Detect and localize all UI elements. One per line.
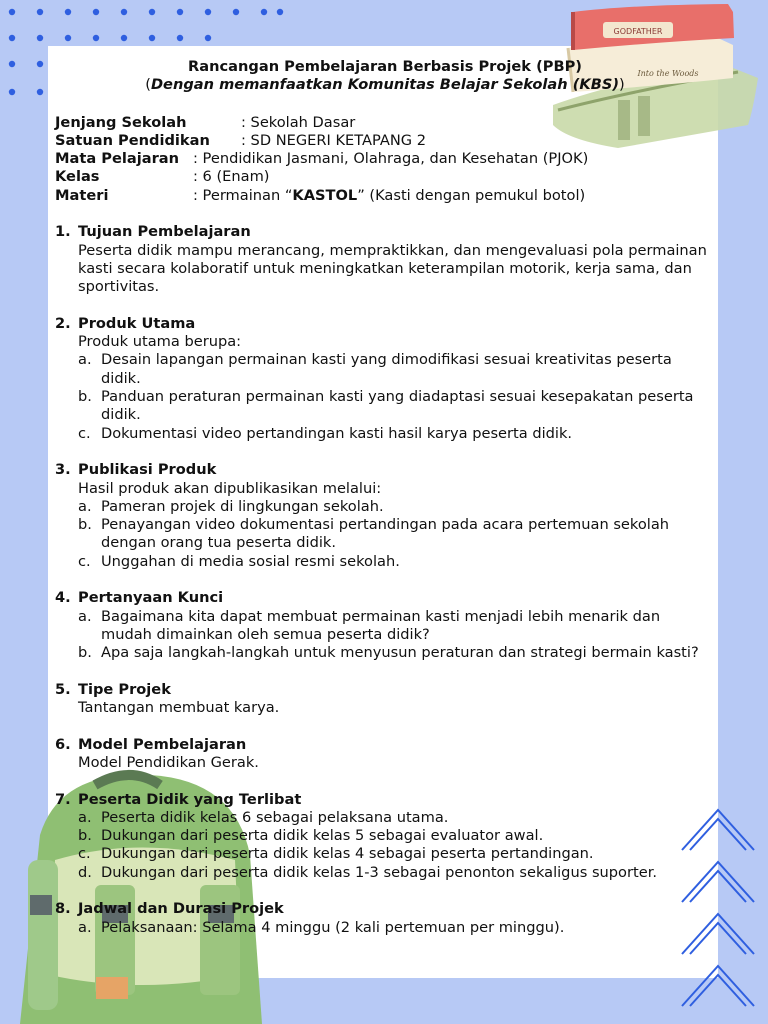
dot: [9, 89, 15, 95]
section-3: [55, 461, 715, 571]
section-7: [55, 791, 715, 882]
document-title: [55, 58, 715, 76]
meta-row-satuan: Satuan Pendidikan : SD NEGERI KETAPANG 2: [55, 131, 427, 149]
section-4: [55, 589, 715, 662]
dot: [233, 9, 239, 15]
dot: [9, 35, 15, 41]
list-item: b. Panduan peraturan permainan kasti yang diadaptasi sesuai kesepakatan peserta didik.: [78, 388, 694, 424]
dot: [261, 9, 267, 15]
title-line-1: Rancangan Pembelajaran Berbasis Projek (PBP): [188, 58, 582, 75]
section-text: Produk utama berupa:: [78, 333, 242, 351]
meta-row-materi: Materi : Permainan “KASTOL” (Kasti dengan pemukul botol): [55, 186, 586, 204]
list-item: c. Dukungan dari peserta didik kelas 4 sebagai peserta pertandingan.: [78, 845, 594, 863]
dot: [93, 35, 99, 41]
section-heading: 2. Produk Utama: [55, 314, 196, 332]
list-item: b. Penayangan video dokumentasi pertandingan pada acara pertemuan sekolah dengan orang tua peserta didik.: [78, 516, 670, 552]
book-spine-label-2: Into the Woods: [637, 69, 699, 78]
section-body: [55, 754, 715, 772]
dot: [177, 9, 183, 15]
document-content: [55, 58, 715, 937]
section-body: [55, 608, 715, 663]
list-item: a. Pameran projek di lingkungan sekolah.: [78, 497, 384, 515]
section-6: [55, 736, 715, 773]
section-heading: 3. Publikasi Produk: [55, 461, 217, 479]
section-body: [55, 919, 715, 937]
section-heading: 6. Model Pembelajaran: [55, 735, 247, 753]
section-8: [55, 900, 715, 937]
meta-row-mapel: Mata Pelajaran : Pendidikan Jasmani, Olahraga, dan Kesehatan (PJOK): [55, 150, 589, 168]
dot: [65, 35, 71, 41]
section-body: [55, 333, 715, 443]
section-2: [55, 315, 715, 443]
meta-row-kelas: Kelas : 6 (Enam): [55, 168, 270, 186]
dot: [37, 61, 43, 67]
dot: [37, 35, 43, 41]
list-item: a. Bagaimana kita dapat membuat permainan kasti menjadi lebih menarik dan mudah dimainkan oleh semua peserta didik?: [78, 607, 661, 643]
dot: [9, 61, 15, 67]
section-body: [55, 242, 715, 297]
section-text: Peserta didik mampu merancang, mempraktikkan, dan mengevaluasi pola permainan kasti secara kolaboratif untuk meningkatkan keterampilan motorik, kerja sama, dan sportivitas.: [78, 241, 707, 296]
section-text: Tantangan membuat karya.: [78, 699, 280, 717]
dot: [37, 9, 43, 15]
list-item: a. Desain lapangan permainan kasti yang dimodifikasi sesuai kreativitas peserta didik.: [78, 351, 672, 387]
subtitle-emphasis: Dengan memanfaatkan Komunitas Belajar Sekolah (KBS): [150, 76, 620, 94]
meta-row-jenjang: Jenjang Sekolah : Sekolah Dasar: [55, 113, 356, 131]
dot: [93, 9, 99, 15]
section-heading: 1. Tujuan Pembelajaran: [55, 223, 251, 241]
dot: [37, 89, 43, 95]
section-heading: 4. Pertanyaan Kunci: [55, 589, 224, 607]
dot: [121, 35, 127, 41]
section-text: Model Pendidikan Gerak.: [78, 753, 259, 771]
materi-bold: KASTOL: [292, 186, 358, 204]
dot: [9, 9, 15, 15]
section-body: [55, 480, 715, 571]
book-spine-label-1: GODFATHER: [613, 27, 663, 36]
section-heading: 5. Tipe Projek: [55, 680, 171, 698]
list-item: b. Apa saja langkah-langkah untuk menyusun peraturan dan strategi bermain kasti?: [78, 644, 699, 662]
document-subtitle: (Dengan memanfaatkan Komunitas Belajar Sekolah (KBS)): [145, 76, 625, 94]
section-body: [55, 699, 715, 717]
list-item: a. Pelaksanaan: Selama 4 minggu (2 kali pertemuan per minggu).: [78, 918, 565, 936]
section-heading: 8. Jadwal dan Durasi Projek: [55, 900, 284, 918]
section-body: [55, 809, 715, 882]
list-item: d. Dukungan dari peserta didik kelas 1-3 sebagai penonton sekaligus suporter.: [78, 863, 657, 881]
dot: [65, 9, 71, 15]
dot: [205, 35, 211, 41]
section-heading: 7. Peserta Didik yang Terlibat: [55, 790, 302, 808]
list-item: c. Unggahan di media sosial resmi sekolah.: [78, 552, 400, 570]
list-item: c. Dokumentasi video pertandingan kasti hasil karya peserta didik.: [78, 424, 573, 442]
section-text: Hasil produk akan dipublikasikan melalui:: [78, 479, 382, 497]
section-1: [55, 223, 715, 296]
list-item: b. Dukungan dari peserta didik kelas 5 sebagai evaluator awal.: [78, 827, 544, 845]
section-5: [55, 681, 715, 718]
dot: [121, 9, 127, 15]
sections-list: [55, 223, 715, 937]
dot: [177, 35, 183, 41]
dot: [149, 35, 155, 41]
dot: [149, 9, 155, 15]
list-item: a. Peserta didik kelas 6 sebagai pelaksana utama.: [78, 808, 449, 826]
dot: [205, 9, 211, 15]
meta-block: [55, 114, 715, 205]
dot: [277, 9, 283, 15]
